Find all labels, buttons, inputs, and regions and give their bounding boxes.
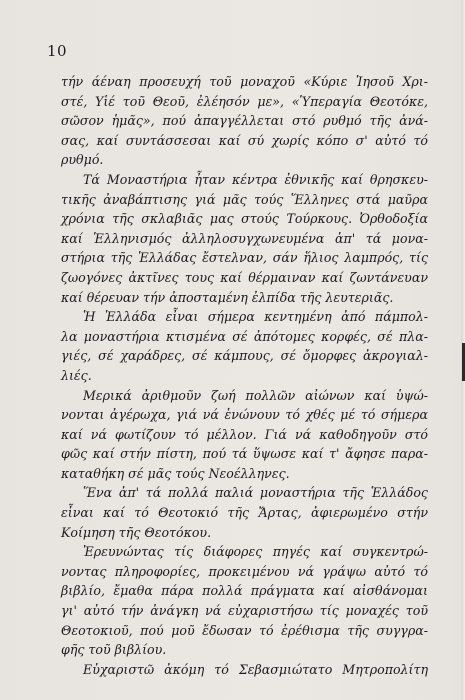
text-line: χρόνια τῆς σκλαβιᾶς μας στούς Τούρκους. Ὀρθοδοξία xyxy=(61,211,428,227)
text-line: γιές, σέ χαράδρες, σέ κάμπους, σέ ὄμορφες ἀκρογιαλ- xyxy=(61,348,428,364)
text-line: λα μοναστήρια κτισμένα σέ ἀπότομες κορφές, σέ πλα- xyxy=(61,328,428,344)
text-line: Ἡ Ἑλλάδα εἶναι σήμερα κεντημένη ἀπό πάμπολ- xyxy=(83,309,428,325)
text-line: τήν άέναη προσευχή τοῦ μοναχοῦ «Κύριε Ἰησοῦ Χρι- xyxy=(61,74,428,89)
text-line: Τά Μοναστήρια ἦταν κέντρα ἐθνικῆς καί θρησκευ- xyxy=(83,171,428,187)
text-line: σας, καί συντάσσεσαι καί σύ χωρίς κόπο σ' αὐτό τό xyxy=(61,132,428,148)
text-line: Κοίμηση τῆς Θεοτόκου. xyxy=(61,524,212,540)
text-line: Θεοτοκιοῦ, πού μοῦ ἔδωσαν τό ἐρέθισμα τῆς συγγρα- xyxy=(61,622,428,638)
text-line: στήρια τῆς Ἑλλάδας ἔστελναν, σάν ἥλιος λαμπρός, τίς xyxy=(61,250,428,266)
text-line: σῶσον ἡμᾶς», πού ἀπαγγέλλεται στό ρυθμό τῆς ἀνά- xyxy=(61,113,428,129)
text-line: ρυθμό. xyxy=(61,152,104,168)
text-line: ζωογόνες ἀκτῖνες τους καί θέρμαιναν καί ζωντάνευαν xyxy=(61,269,428,285)
text-line: νονται ἀγέρωχα, γιά νά ἑνώνουν τό χθές μέ τό σήμερα xyxy=(61,407,428,423)
text-line: καταθήκη σέ μᾶς τούς Νεοέλληνες. xyxy=(61,465,290,481)
text-line: γι' αὐτό τήν ἀνάγκη νά εὐχαριστήσω τίς μοναχές τοῦ xyxy=(61,603,428,619)
text-line: Ἐρευνώντας τίς διάφορες πηγές καί συγκεντρώ- xyxy=(83,544,428,560)
text-line: νοντας πληροφορίες, προκειμένου νά γράψω αὐτό τό xyxy=(61,563,428,579)
text-line: καί νά φωτίζουν τό μέλλον. Γιά νά καθοδηγοῦν στό xyxy=(61,426,428,442)
text-line: Ἕνα ἀπ' τά πολλά παλιά μοναστήρια τῆς Ἑλλάδος xyxy=(83,485,428,501)
text-line: εἶναι καί τό Θεοτοκιό τῆς Ἄρτας, ἀφιερωμένο στήν xyxy=(61,505,428,521)
text-line: Μερικά ἀριθμοῦν ζωή πολλῶν αἰώνων καί ὑψώ- xyxy=(83,387,428,403)
text-line: καί θέρευαν τήν ἀποσταμένη ἐλπίδα τῆς λευτεριᾶς. xyxy=(61,289,394,305)
text-line: τικῆς ἀναβάπτισης γιά μᾶς τούς Ἕλληνες στά μαῦρα xyxy=(61,191,428,207)
text-line: Εὐχαριστῶ ἀκόμη τό Σεβασμιώτατο Μητροπολίτη xyxy=(83,661,428,677)
page-number: 10 xyxy=(47,42,68,60)
text-line: λιές. xyxy=(61,367,92,383)
body-text xyxy=(61,72,428,679)
text-line: φῆς τοῦ βιβλίου. xyxy=(61,642,167,658)
text-line: στέ, Υἱέ τοῦ Θεοῦ, ἐλέησόν με», «Ὑπεραγία Θεοτόκε, xyxy=(61,93,428,109)
text-line: φῶς καί στήν πίστη, πού τά ὕψωσε καί τ' ἄφησε παρα- xyxy=(61,446,428,462)
text-line: καί Ἑλληνισμός ἀλληλοσυγχωνευμένα ἀπ' τά μονα- xyxy=(61,230,428,246)
text-line: βιβλίο, ἔμαθα πάρα πολλά πράγματα καί αἰσθάνομαι xyxy=(61,583,428,599)
